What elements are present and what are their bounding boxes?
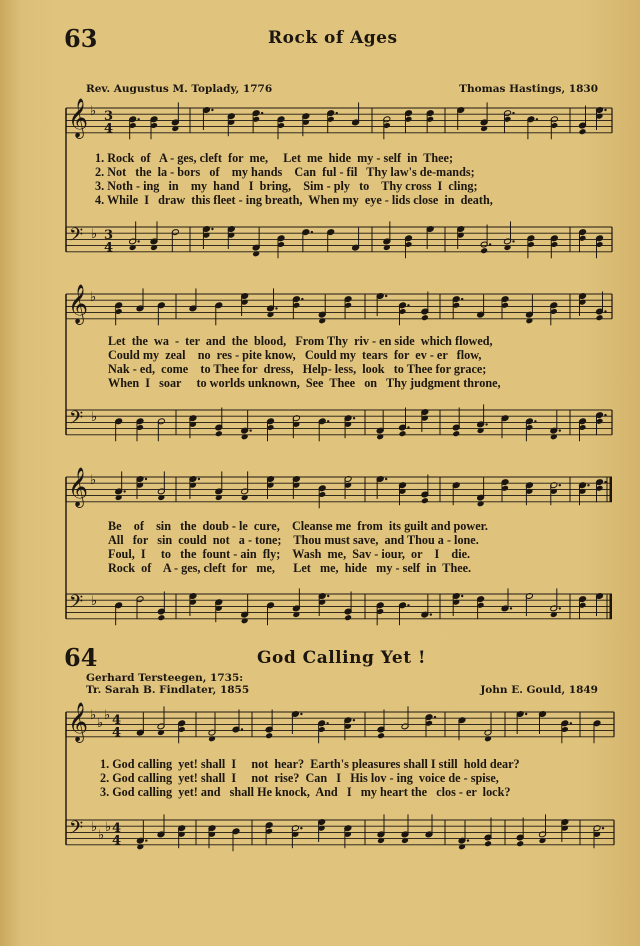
note-dot — [145, 478, 147, 480]
note-head — [421, 314, 429, 321]
note-dot — [137, 240, 139, 242]
note-dot — [327, 595, 329, 597]
note-head — [399, 430, 407, 437]
note-dot — [604, 481, 606, 483]
flat-icon: ♭ — [91, 594, 98, 609]
hymn-author: Gerhard Tersteegen, 1735: — [86, 672, 244, 684]
time-signature: 3 — [104, 228, 114, 243]
note-dot — [512, 240, 514, 242]
hymn-title: Rock of Ages — [268, 28, 398, 48]
time-signature: 4 — [112, 821, 122, 836]
note-dot — [353, 417, 355, 419]
bass-clef-icon: 𝄢 — [69, 818, 84, 843]
note-dot — [353, 719, 355, 721]
lyric-line: Be of sin the doub - le cure, Cleanse me from its guilt and power. — [108, 519, 488, 533]
flat-icon: ♭ — [105, 820, 112, 835]
flat-icon: ♭ — [90, 290, 97, 305]
flat-icon: ♭ — [91, 820, 98, 835]
lyric-line: 2. Not the la - bors of my hands Can ful - fil Thy law's de-mands; — [95, 165, 475, 179]
note-dot — [485, 423, 487, 425]
note-dot — [602, 827, 604, 829]
note-head — [579, 128, 587, 135]
note-dot — [241, 728, 243, 730]
lyric-line: Let the wa - ter and the blood, From Thy riv - en side which flowed, — [108, 334, 493, 348]
note-dot — [137, 118, 139, 120]
note-dot — [604, 109, 606, 111]
note-dot — [489, 243, 491, 245]
note-dot — [559, 429, 561, 431]
note-dot — [510, 607, 512, 609]
note-dot — [559, 607, 561, 609]
flat-icon: ♭ — [104, 708, 111, 723]
lyric-line: 4. While I draw this fleet - ing breath, When my eye - lids close in death, — [95, 193, 493, 207]
note-dot — [300, 827, 302, 829]
note-dot — [559, 484, 561, 486]
note-head — [421, 497, 429, 504]
treble-clef-icon: 𝄞 — [68, 467, 89, 507]
note-dot — [385, 478, 387, 480]
note-dot — [145, 839, 147, 841]
hymn-number: 63 — [64, 24, 98, 53]
note-head — [484, 840, 492, 847]
lyric-line: 3. God calling yet! and shall He knock, And I my heart the clos - er lock? — [100, 785, 511, 799]
lyric-line: Nak - ed, come to Thee for dress, Help- less, look to Thee for grace; — [108, 362, 487, 376]
note-dot — [570, 722, 572, 724]
bass-clef-icon: 𝄢 — [69, 225, 84, 250]
note-dot — [311, 231, 313, 233]
note-head — [265, 732, 273, 739]
flat-icon: ♭ — [90, 473, 97, 488]
note-dot — [512, 112, 514, 114]
final-bar — [610, 477, 613, 502]
note-dot — [301, 298, 303, 300]
note-dot — [275, 307, 277, 309]
lyric-line: Foul, I to the fount - ain fly; Wash me, Sav - iour, or I die. — [108, 547, 471, 561]
note-dot — [211, 109, 213, 111]
note-head — [452, 430, 460, 437]
lyric-line: 1. Rock of A - ges, cleft for me, Let me hide my - self in Thee; — [95, 151, 454, 165]
note-head — [215, 430, 223, 437]
treble-clef-icon: 𝄞 — [68, 284, 89, 324]
note-dot — [604, 310, 606, 312]
lyric-line: Could my zeal no res - pite know, Could my tears for ev - er flow, — [108, 348, 482, 362]
note-head — [377, 732, 385, 739]
note-dot — [434, 716, 436, 718]
note-dot — [336, 112, 338, 114]
note-dot — [211, 228, 213, 230]
time-signature: 4 — [112, 713, 122, 728]
time-signature: 4 — [112, 833, 122, 849]
note-dot — [123, 490, 125, 492]
bass-clef-icon: 𝄢 — [69, 408, 84, 433]
hymn-title: God Calling Yet ! — [257, 648, 426, 668]
note-dot — [385, 295, 387, 297]
hymn-composer: Thomas Hastings, 1830 — [459, 83, 598, 95]
note-dot — [461, 298, 463, 300]
note-dot — [604, 414, 606, 416]
note-dot — [407, 604, 409, 606]
note-dot — [261, 112, 263, 114]
note-dot — [461, 595, 463, 597]
lyric-line: 3. Noth - ing in my hand I bring, Sim - ply to Thy cross I cling; — [95, 179, 478, 193]
flat-icon: ♭ — [90, 708, 97, 723]
time-signature: 4 — [112, 725, 122, 741]
note-dot — [534, 420, 536, 422]
lyric-line: Rock of A - ges, cleft for me, Let me, hide my - self in Thee. — [108, 561, 472, 575]
note-dot — [326, 722, 328, 724]
note-dot — [327, 420, 329, 422]
lyric-line: All for sin could not a - tone; Thou must save, and Thou a - lone. — [108, 533, 479, 547]
note-head — [516, 840, 524, 847]
hymn-translator: Tr. Sarah B. Findlater, 1855 — [86, 684, 250, 696]
treble-clef-icon: 𝄞 — [68, 98, 89, 138]
note-head — [157, 614, 165, 621]
flat-icon: ♭ — [98, 828, 105, 843]
note-dot — [467, 839, 469, 841]
flat-icon: ♭ — [97, 716, 104, 731]
hymn-composer: John E. Gould, 1849 — [480, 684, 598, 696]
note-dot — [525, 713, 527, 715]
hymn-author: Rev. Augustus M. Toplady, 1776 — [86, 83, 273, 95]
note-dot — [536, 118, 538, 120]
lyric-line: When I soar to worlds unknown, See Thee on Thy judgment throne, — [108, 376, 501, 390]
flat-icon: ♭ — [90, 104, 97, 119]
treble-clef-icon: 𝄞 — [68, 702, 89, 742]
lyric-line: 2. God calling yet! shall I not rise? Can I His lov - ing voice de - spise, — [100, 771, 499, 785]
lyric-line: 1. God calling yet! shall I not hear? Earth's pleasures shall I still hold dear? — [100, 757, 520, 771]
bass-clef-icon: 𝄢 — [69, 592, 84, 617]
note-head — [596, 314, 604, 321]
flat-icon: ♭ — [91, 410, 98, 425]
final-bar — [610, 594, 613, 619]
note-dot — [249, 429, 251, 431]
note-dot — [407, 426, 409, 428]
note-head — [480, 247, 488, 254]
time-signature: 3 — [104, 109, 114, 124]
note-dot — [587, 484, 589, 486]
note-dot — [407, 304, 409, 306]
note-dot — [430, 613, 432, 615]
hymn-number: 64 — [64, 643, 98, 672]
time-signature: 4 — [104, 121, 114, 137]
note-dot — [198, 478, 200, 480]
time-signature: 4 — [104, 240, 114, 256]
flat-icon: ♭ — [91, 227, 98, 242]
note-head — [344, 614, 352, 621]
note-dot — [300, 713, 302, 715]
